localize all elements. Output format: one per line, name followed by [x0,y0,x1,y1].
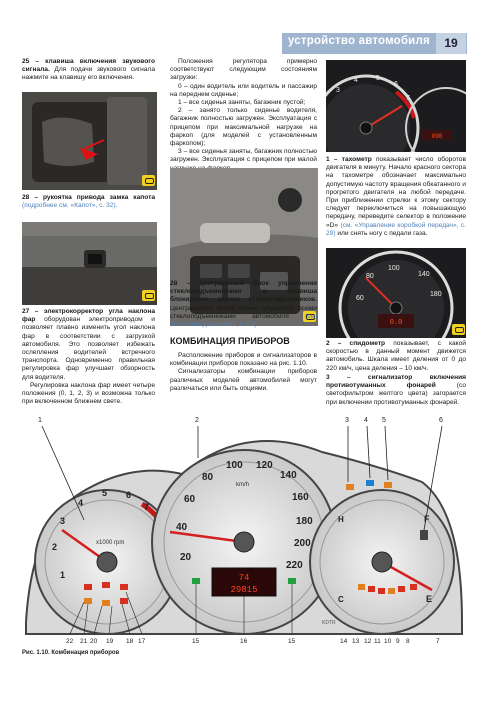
key-icon [142,290,155,301]
callout-numbers-bottom [66,638,440,645]
warning-light [368,586,375,592]
fuel-full-label: F [424,514,430,524]
item-27-text: оборудован электроприводом и позволяет плавно изменить угол наклона фар в соответствии с загрузкой автомобиля. Это позволяет избежать ослепления водителей встречного транспорта. Одновременно правильная регулировка фар улучшает обзорность для водителя. [22,316,155,381]
turn-signal-left-light [192,578,200,584]
fuel-pump-icon [420,530,428,540]
callout-12: 12 [364,638,372,645]
speedo-tick-60: 60 [184,494,196,505]
item-27-text2: Регулировка наклона фар имеет четыре положения (0, 1, 2, 3) и возможна только при включенном ближнем свете. [22,381,155,406]
speedo-tick-140: 140 [280,470,297,481]
svg-text:180: 180 [430,291,442,298]
svg-text:098: 098 [431,133,443,140]
speedo-title: 2 – спидометр [326,340,386,347]
photo-horn-switch [22,92,157,190]
speedo-tick-220: 220 [286,560,303,571]
callout-17: 17 [138,638,146,645]
callout-8: 8 [406,638,410,645]
tacho-title: 1 – тахометр [326,156,372,163]
warning-light [388,588,395,594]
instrument-cluster-figure [22,412,466,648]
speedo-text: показывает, с какой скоростью в данный момент движется автомобиль. Шкала имеет деления от 0 до 220 км/ч, цена деления – 10 км/ч. [326,340,466,372]
item-25-title: 25 – клавиша включения звукового сигнала. [22,58,155,74]
combination-text [170,352,317,393]
temp-cold-label: C [338,595,344,604]
warning-light [378,588,385,594]
odo-bottom: 29815 [230,585,258,595]
warning-light [84,584,92,590]
tacho-tick-4: 4 [78,498,84,508]
callout-22: 22 [66,638,74,645]
callout-7: 7 [436,638,440,645]
callout-5: 5 [382,417,386,424]
tacho-unit: x1000 rpm [96,540,125,546]
warning-light [358,584,365,590]
callout-14: 14 [340,638,348,645]
svg-text:7: 7 [406,95,410,102]
svg-text:80: 80 [366,273,374,280]
warning-light [398,586,405,592]
fog-title: 3 – сигнализатор включения противотуманных фонарей [326,374,466,390]
callout-15a: 15 [192,638,200,645]
positions-intro: Положения регулятора примерно соответствуют следующим состояниям загрузки: [170,58,317,82]
speedo-unit: km/h [236,482,250,488]
tacho-tick-1: 1 [60,570,66,580]
tacho-link[interactable]: (см. «Управление коробкой передач», с. 29) [326,221,466,237]
speedo-tick-80: 80 [202,472,214,483]
speedo-tick-160: 160 [292,492,309,503]
svg-text:3: 3 [336,87,340,94]
warning-light [102,582,110,588]
warning-light [102,600,110,606]
key-icon [452,324,465,335]
speedo-tick-20: 20 [180,552,192,563]
tacho-text: показывает число оборотов двигателя в минуту. Начало красного сектора на тахометре обозначает максимально допустимую частоту вращения обкатанного и прогретого двигателя на любой передаче. При приближении стрелки к этому сектору следует переключиться на повышающую передачу, переведите селектор в положение «D» [326,156,466,229]
odo-top: 74 [238,573,250,583]
speedo-tick-100: 100 [226,460,243,471]
item-28 [22,194,155,210]
svg-text:140: 140 [418,271,430,278]
item-28b [170,280,317,329]
warning-light [410,584,417,590]
callout-16: 16 [240,638,248,645]
svg-text:60: 60 [356,295,364,302]
callout-21: 21 [80,638,88,645]
warning-light [84,598,92,604]
svg-text:4: 4 [354,77,358,84]
callout-4: 4 [364,417,368,424]
item-28-link[interactable]: (подробнее см. «Капот», с. 32). [22,202,118,210]
item-27 [22,308,155,406]
tacho-tick-3: 3 [60,516,66,526]
callout-6: 6 [439,417,443,424]
callout-9: 9 [396,638,400,645]
item-28b-title: 28 – центральный блок управления стеклоподъемниками и клавиша блокировки задних стеклоподъемников. [170,280,317,304]
fog-indicator-desc [326,374,466,407]
item-27-title: 27 – электрокорректор угла наклона фар [22,308,155,324]
speedo-tick-200: 200 [294,538,311,549]
item-25 [22,58,155,83]
photo-speedometer [326,248,466,338]
section-title: устройство автомобиля [288,35,430,47]
regulator-positions [170,58,317,173]
item-28b-text: Центрального блока можно управлять всеми стеклоподъемниками автомобиля [170,304,317,320]
figure-caption: Рис. 1.10. Комбинация приборов [22,650,120,656]
callout-3: 3 [345,417,349,424]
brand-mark: KDTR [322,620,336,626]
callout-11: 11 [374,638,381,645]
callout-13: 13 [352,638,360,645]
svg-text:100: 100 [388,265,400,272]
high-beam-indicator [366,480,374,486]
svg-text:0.0: 0.0 [389,319,403,327]
svg-text:6: 6 [394,81,398,88]
position-2: 2 – занято только сиденье водителя, багажник полностью загружен. Эксплуатация с прицепом при максимальной нагрузке на фаркоп (для моделей с установленным фаркопом); [170,107,317,148]
photo-hood-lever [22,222,157,305]
comb-text-1: Расположение приборов и сигнализаторов в комбинации приборов показано на рис. 1.10. [170,352,317,368]
item-25-text: Для подачи звукового сигнала нажмите на клавишу его включения. [22,66,155,82]
turn-signal-right-light [288,578,296,584]
callout-20: 20 [90,638,98,645]
warning-light [120,584,128,590]
callout-1: 1 [38,417,42,424]
tacho-tick-2: 2 [52,542,58,552]
tachometer-desc [326,156,466,238]
item-28-title: 28 – рукоятка привода замка капота [22,194,155,201]
tacho-tick-5: 5 [102,488,108,498]
speedo-tick-180: 180 [296,516,313,527]
tacho-tick-7: 7 [144,502,150,512]
position-0: 0 – один водитель или водитель и пассажир на переднем сиденье; [170,82,317,98]
speedometer-desc [326,340,466,373]
tacho-tail: или снять ногу с педали газа. [337,229,428,237]
callout-18: 18 [126,638,134,645]
fog-light-indicator [346,484,354,490]
fuel-empty-label: E [426,594,433,604]
callout-10: 10 [384,638,392,645]
speedo-tick-40: 40 [176,522,188,533]
tacho-tick-6: 6 [126,490,132,500]
section-heading: КОМБИНАЦИЯ ПРИБОРОВ [170,336,290,346]
svg-text:5: 5 [376,75,380,82]
speedo-tick-120: 120 [256,460,273,471]
temp-hot-label: H [338,515,344,524]
callout-numbers-top [38,417,443,424]
callout-19: 19 [106,638,114,645]
page-number: 19 [436,33,466,54]
callout-15b: 15 [288,638,296,645]
position-3: 3 – все сиденья заняты, багажник полностью загружен. Эксплуатация с прицепом при малой [170,148,317,164]
warning-light [384,482,392,488]
comb-text-2: Сигнализаторы комбинации приборов различных моделей автомобилей могут различаться или быть опциями. [170,368,317,392]
position-1: 1 – все сиденья заняты, багажник пустой; [178,99,306,107]
item-28b-link[interactable]: (см. «Стеклоподъемники», с. 25). [170,312,317,329]
callout-2: 2 [195,417,199,424]
fog-text: (со светофильтром желтого цвета) загорается при включении противотуманных фонарей. [326,382,466,406]
photo-tachometer [326,60,466,152]
key-icon [142,175,155,186]
warning-light [120,598,128,604]
